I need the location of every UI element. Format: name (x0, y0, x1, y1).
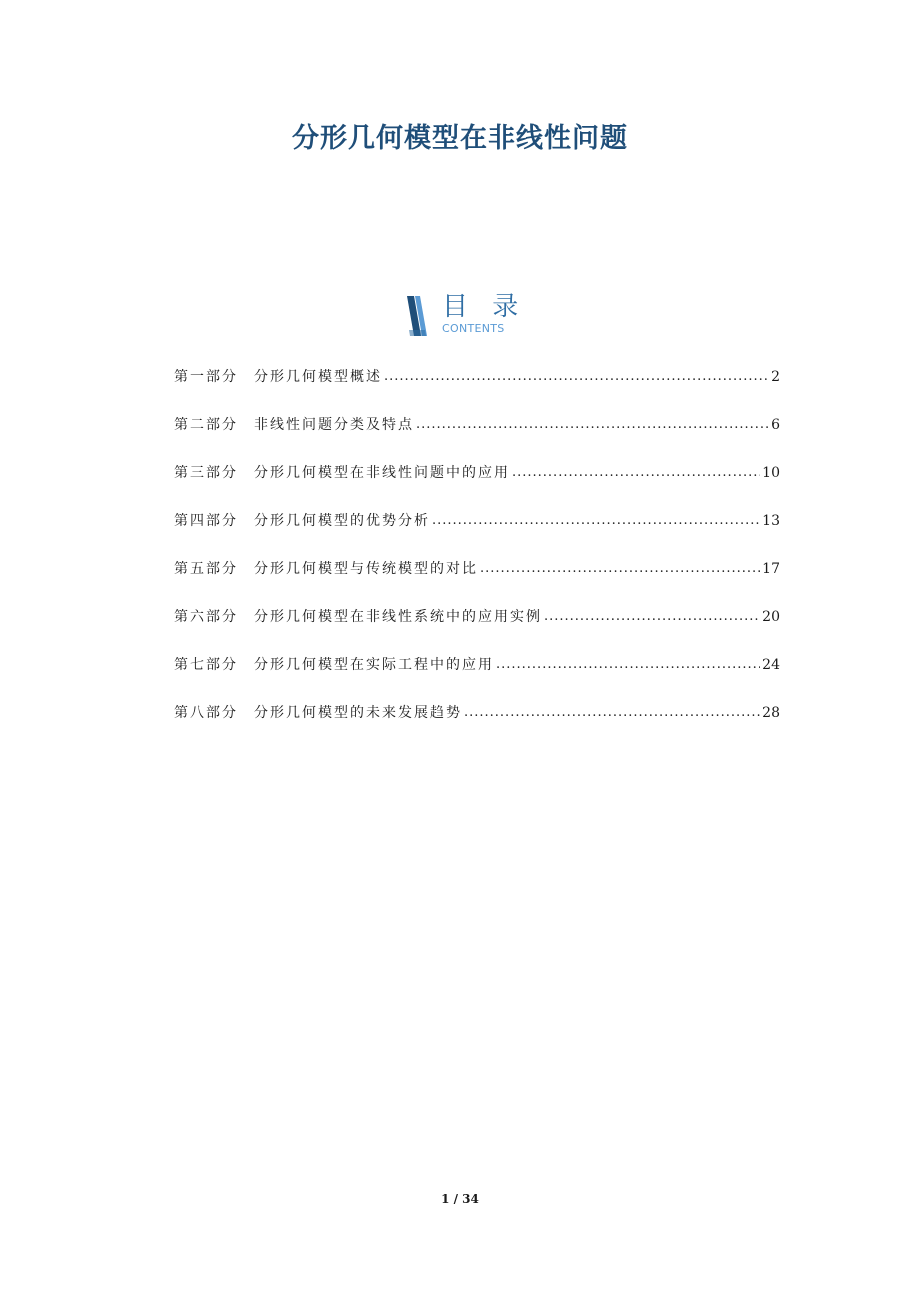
toc-entry-leader (416, 414, 769, 436)
toc-entry[interactable] (174, 702, 780, 750)
toc-entry-page: 10 (762, 465, 780, 481)
toc-entry-part: 第六部分 (174, 609, 238, 625)
toc-entry-part: 第八部分 (174, 705, 238, 721)
toc-entry-leader (480, 558, 760, 580)
toc-entry-title: 分形几何模型与传统模型的对比 (254, 561, 478, 577)
toc-entry[interactable] (174, 558, 780, 606)
toc-entry-leader (512, 462, 760, 484)
toc-entry-part: 第七部分 (174, 657, 238, 673)
toc-entry-title: 分形几何模型在实际工程中的应用 (254, 657, 494, 673)
toc-entry-page: 20 (762, 609, 780, 625)
toc-entry-leader (544, 606, 760, 628)
toc-entry-page: 24 (762, 657, 780, 673)
toc-entry-title: 分形几何模型在非线性问题中的应用 (254, 465, 510, 481)
toc-entry-page: 13 (762, 513, 780, 529)
toc-entry[interactable] (174, 606, 780, 654)
toc-entry-part: 第三部分 (174, 465, 238, 481)
toc-heading-title: 目 录 (442, 292, 527, 322)
toc-entry[interactable] (174, 654, 780, 702)
contents-bookmark-icon (405, 296, 431, 336)
toc-entry-page: 2 (771, 369, 780, 385)
toc-entry[interactable] (174, 414, 780, 462)
toc-entry-leader (384, 366, 769, 388)
toc-entry-part: 第一部分 (174, 369, 238, 385)
toc-heading (405, 292, 525, 338)
toc-entry[interactable] (174, 462, 780, 510)
toc-entry-leader (496, 654, 760, 676)
toc-entry-title: 非线性问题分类及特点 (254, 417, 414, 433)
document-title: 分形几何模型在非线性问题 (292, 123, 628, 154)
toc-entry-leader (464, 702, 760, 724)
toc-entry-part: 第二部分 (174, 417, 238, 433)
toc-entry[interactable] (174, 510, 780, 558)
toc-entry-page: 6 (771, 417, 780, 433)
toc-list (174, 366, 780, 750)
toc-entry-page: 17 (762, 561, 780, 577)
toc-entry-title: 分形几何模型的未来发展趋势 (254, 705, 462, 721)
toc-entry[interactable] (174, 366, 780, 414)
toc-entry-page: 28 (762, 705, 780, 721)
toc-entry-leader (432, 510, 760, 532)
toc-entry-title: 分形几何模型在非线性系统中的应用实例 (254, 609, 542, 625)
toc-entry-part: 第五部分 (174, 561, 238, 577)
toc-entry-title: 分形几何模型的优势分析 (254, 513, 430, 529)
page-indicator: 1 / 34 (441, 1192, 479, 1206)
toc-heading-subtitle: CONTENTS (442, 322, 505, 335)
toc-entry-part: 第四部分 (174, 513, 238, 529)
toc-entry-title: 分形几何模型概述 (254, 369, 382, 385)
